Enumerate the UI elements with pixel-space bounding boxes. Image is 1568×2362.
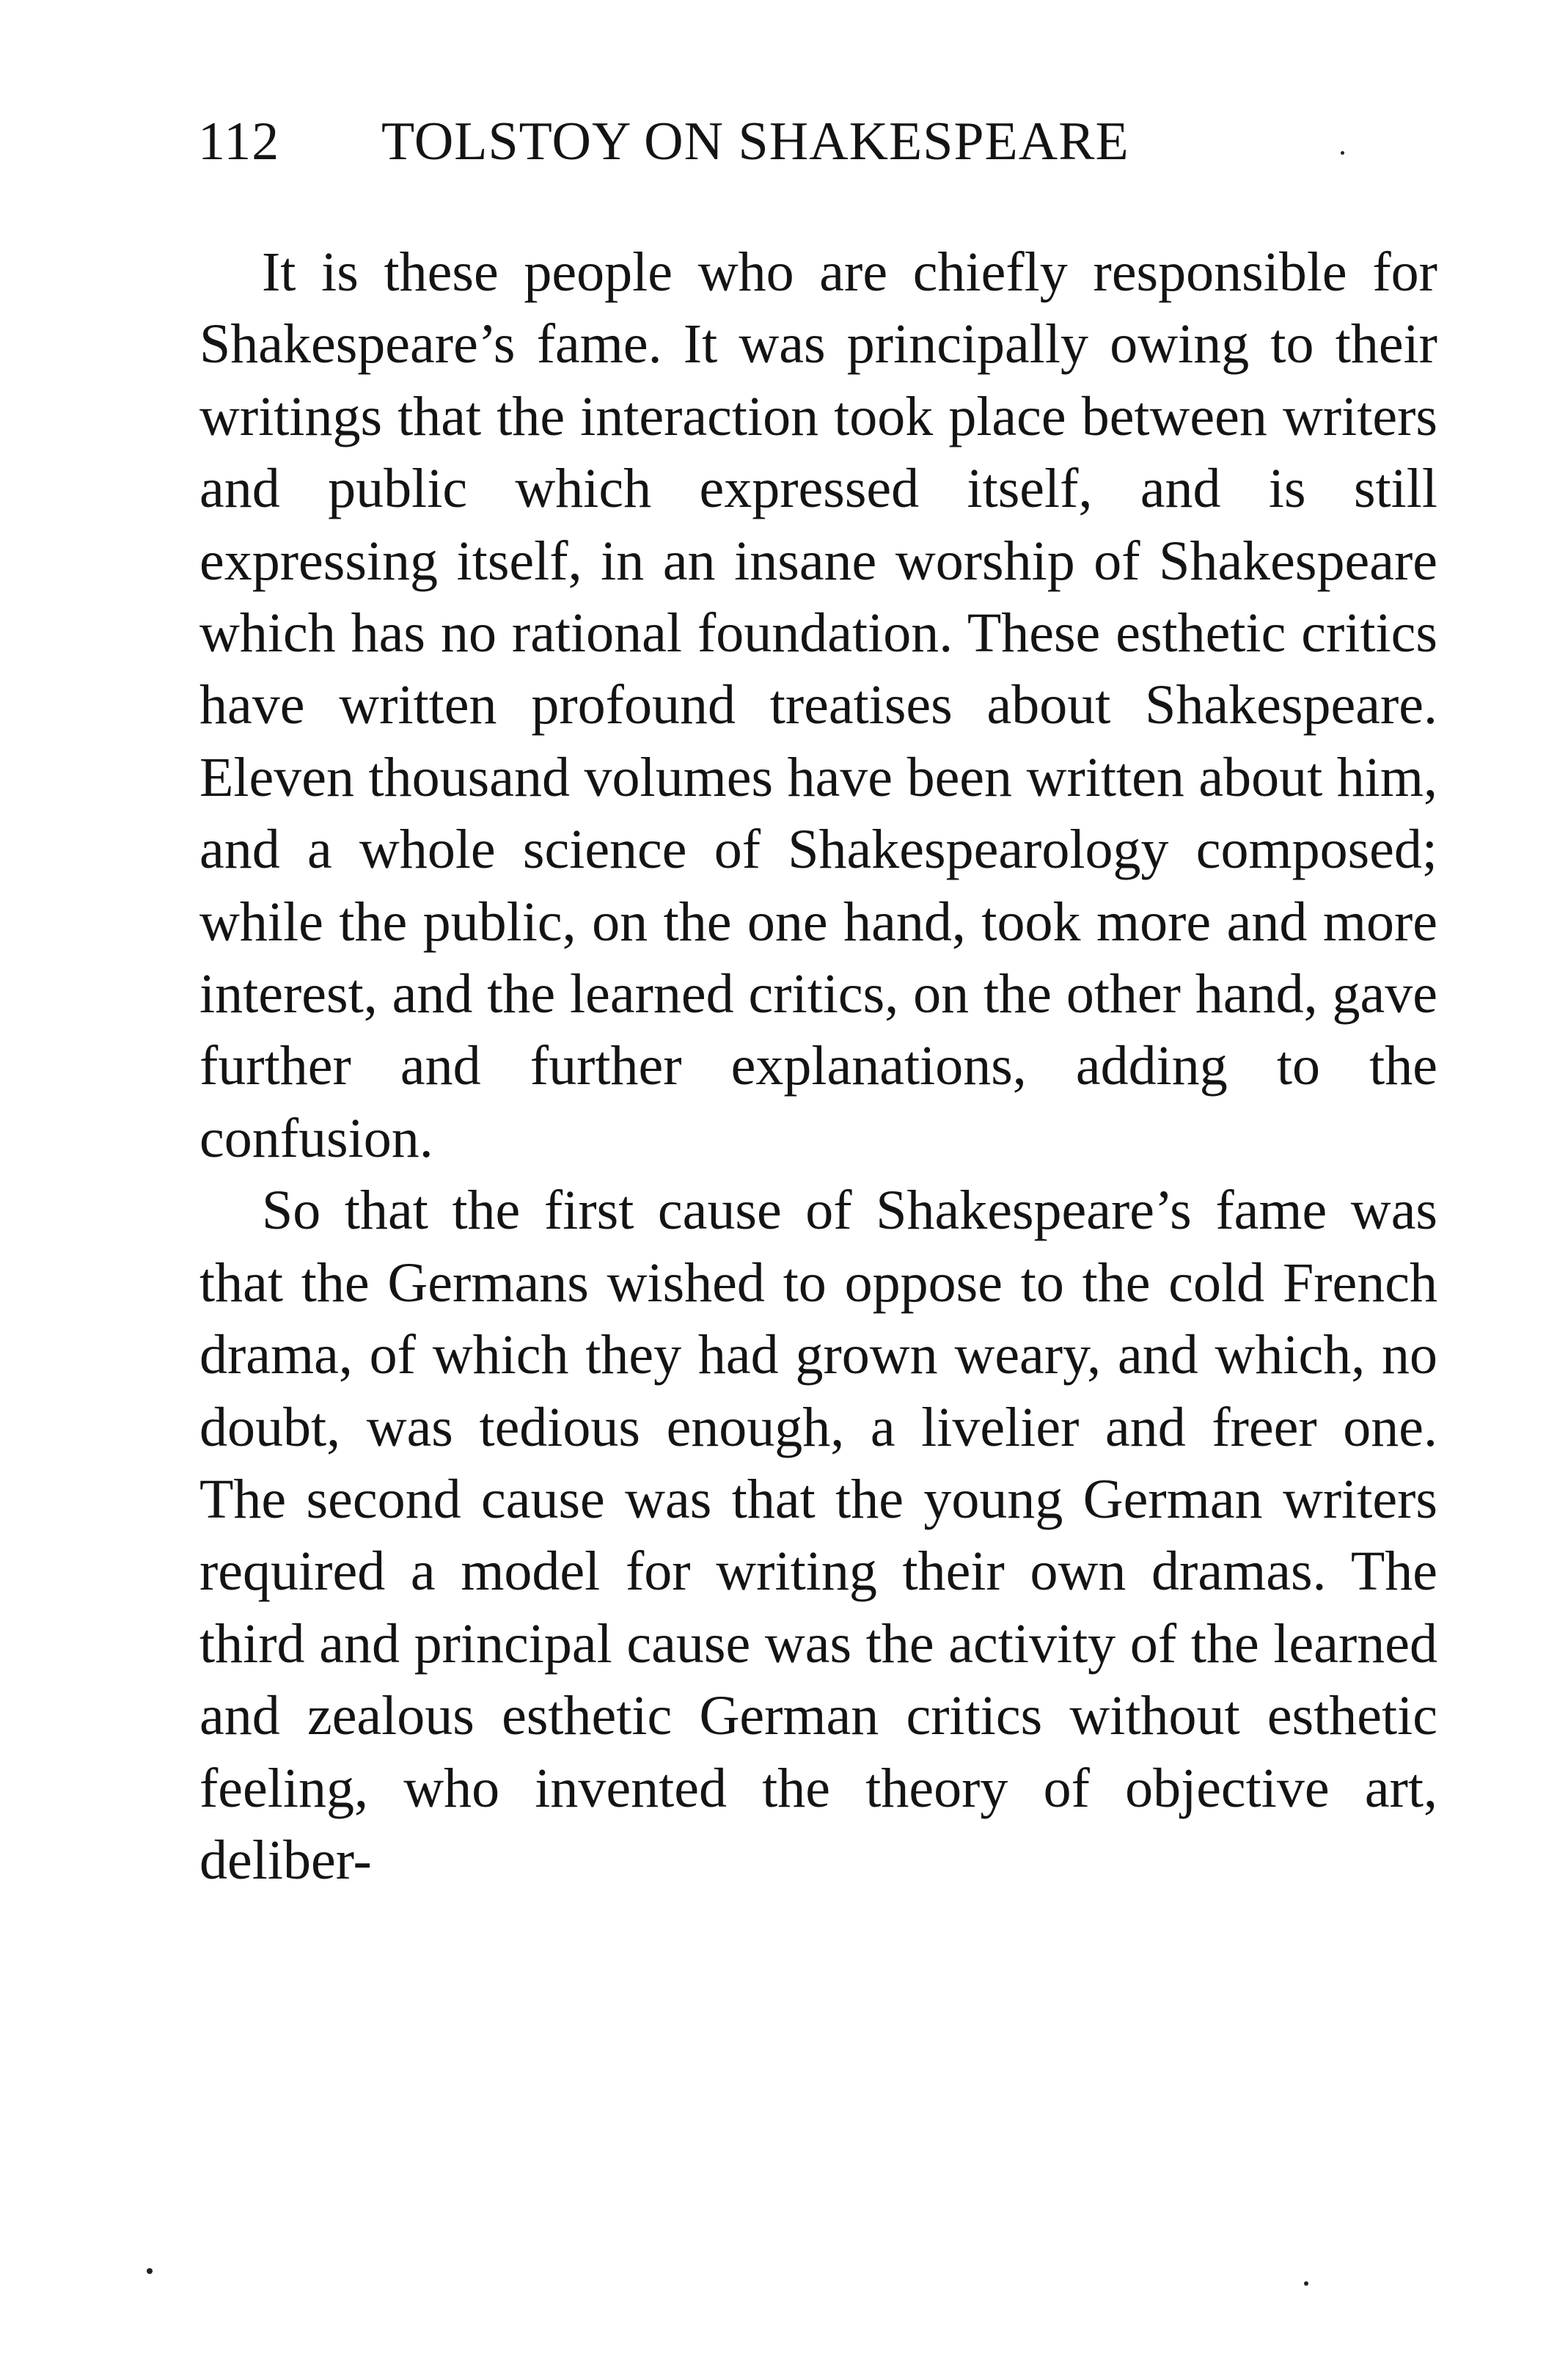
page-speck [1341,151,1344,155]
page-speck [147,2268,153,2274]
running-head [198,101,1445,182]
page-number: 112 [198,111,280,172]
running-title: TOLSTOY ON SHAKESPEARE [381,111,1129,172]
body-text [199,236,1437,1896]
paragraph-2: So that the first cause of Shakespeare’s fame was that the Germans wished to oppose to the cold French drama, of which they had grown weary, and which, no doubt, was tedious enough, a livelier and freer one. The second cause was that the young German writers required a model for writing their own dramas. The third and principal cause was the activity of the learned and zealous esthetic German critics without esthetic feeling, who invented the theory of objective art, deliber- [199,1180,1437,1891]
paragraph-1: It is these people who are chiefly responsible for Shakespeare’s fame. It was principally owing to their writings that the interaction took place between writers and public which expressed itself, and is still expressing itself, in an insane worship of Shakespeare which has no rational foundation. These esthetic critics have written profound treatises about Shakespeare. Eleven thousand volumes have been written about him, and a whole science of Shakespearology composed; while the public, on the one hand, took more and more interest, and the learned critics, on the other hand, gave further and further explanations, adding to the confusion. [199,241,1437,1169]
page-speck [1304,2281,1308,2286]
